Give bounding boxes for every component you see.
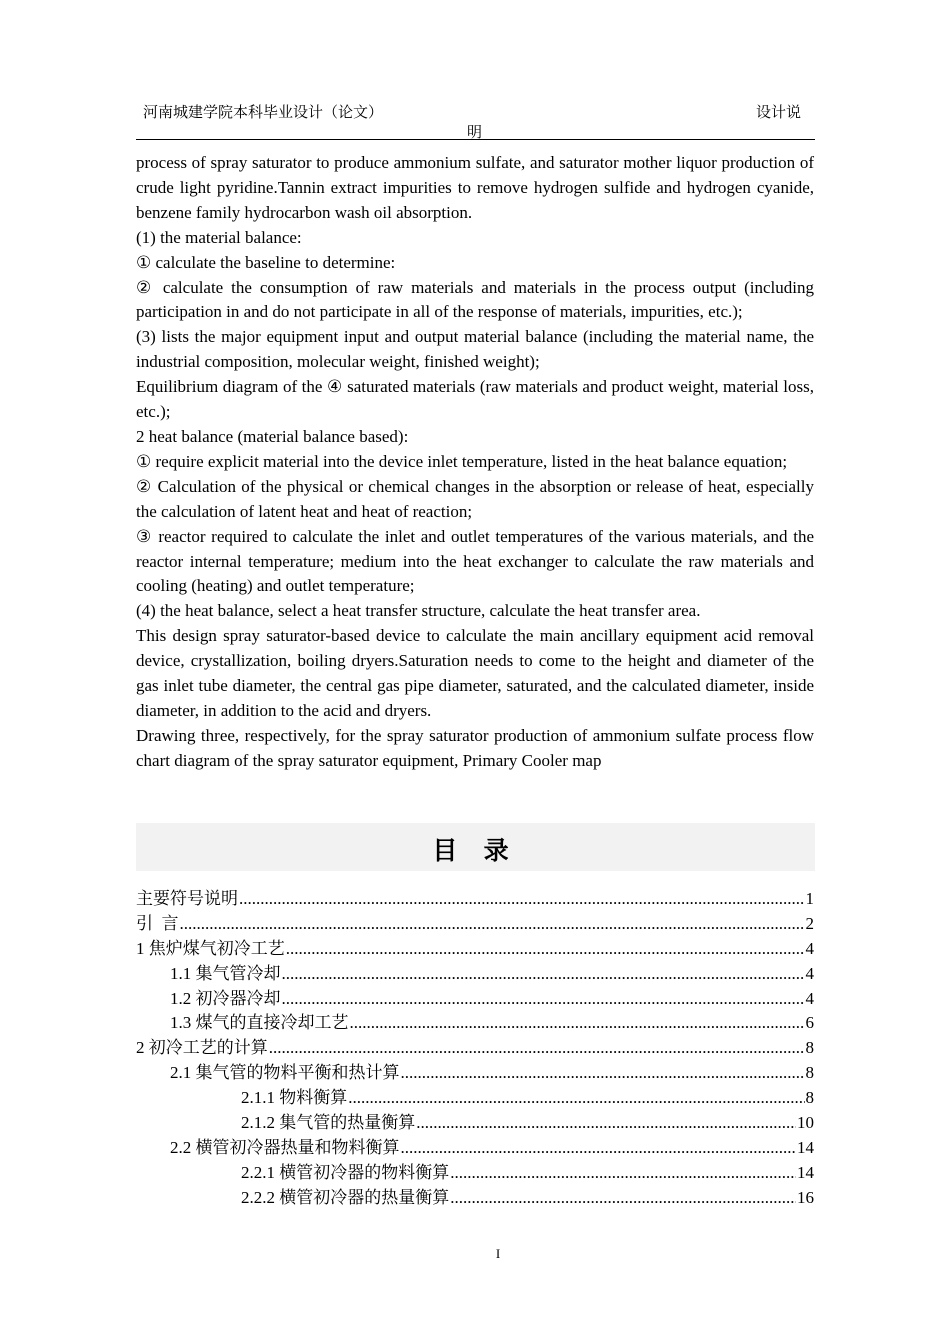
toc-entry-page: 14	[797, 1162, 814, 1182]
paragraph: ① require explicit material into the device inlet temperature, listed in the heat balance equation;	[136, 451, 788, 471]
toc-leader-dots	[401, 1061, 805, 1086]
toc-leader-dots	[286, 937, 805, 962]
toc-entry[interactable]	[136, 887, 814, 912]
toc-leader-dots	[239, 887, 805, 912]
toc-entry-page: 14	[797, 1137, 814, 1157]
paragraph: Drawing three, respectively, for the spray saturator production of ammonium sulfate process flow chart diagram of the spray saturator equipment, Primary Cooler map	[136, 725, 814, 770]
toc-entry-page: 4	[805, 988, 814, 1008]
toc-entry-page: 8	[805, 1088, 814, 1108]
paragraph: (4) the heat balance, select a heat transfer structure, calculate the heat transfer area.	[136, 601, 701, 621]
table-of-contents	[136, 887, 814, 1211]
toc-entry-label: 2.2.1 横管初冷器的物料衡算	[241, 1162, 450, 1182]
toc-leader-dots	[282, 987, 805, 1012]
toc-entry[interactable]	[136, 1186, 814, 1211]
toc-entry[interactable]	[136, 962, 814, 987]
paragraph: ② calculate the consumption of raw materials and materials in the process output (including participation in and do not participate in all of the response of materials, impurities, etc.);	[136, 277, 814, 322]
paragraph: 2 heat balance (material balance based):	[136, 426, 409, 446]
toc-entry[interactable]	[136, 912, 814, 937]
toc-entry-page: 1	[805, 889, 814, 908]
paragraph: process of spray saturator to produce ammonium sulfate, and saturator mother liquor production of crude light pyridine.Tannin extract impurities to remove hydrogen sulfide and hydrogen cyanide, benzene family hydrocarbon wash oil absorption.	[136, 153, 814, 222]
paragraph: ① calculate the baseline to determine:	[136, 252, 396, 272]
toc-entry[interactable]	[136, 1011, 814, 1036]
header-left-title: 河南城建学院本科毕业设计（论文）	[143, 105, 384, 121]
toc-entry[interactable]	[136, 1161, 814, 1186]
toc-leader-dots	[350, 1011, 805, 1036]
toc-entry[interactable]	[136, 1111, 814, 1136]
header-rule	[136, 139, 815, 140]
toc-entry-page: 2	[805, 913, 814, 933]
toc-title: 目 录	[432, 838, 519, 865]
toc-entry-page: 6	[805, 1013, 814, 1033]
toc-leader-dots	[269, 1036, 805, 1061]
toc-entry[interactable]	[136, 1036, 814, 1061]
toc-entry-label: 2.1 集气管的物料平衡和热计算	[170, 1063, 400, 1083]
toc-leader-dots	[450, 1186, 796, 1211]
toc-entry-label: 2.2 横管初冷器热量和物料衡算	[170, 1137, 400, 1157]
paragraph: (3) lists the major equipment input and output material balance (including the material name, the industrial composition, molecular weight, finished weight);	[136, 327, 814, 372]
toc-entry[interactable]	[136, 1136, 814, 1161]
paragraph: ② Calculation of the physical or chemical changes in the absorption or release of heat, especially the calculation of latent heat and heat of reaction;	[136, 476, 814, 521]
toc-entry-label: 1.2 初冷器冷却	[170, 988, 281, 1008]
toc-entry[interactable]	[136, 937, 814, 962]
paragraph: (1) the material balance:	[136, 227, 302, 247]
toc-entry-page: 8	[805, 1063, 814, 1083]
toc-entry-label: 2.1.1 物料衡算	[241, 1088, 348, 1108]
toc-entry-label: 1 焦炉煤气初冷工艺	[136, 938, 285, 958]
paragraph: This design spray saturator-based device to calculate the main ancillary equipment acid removal device, crystallization, boiling dryers.Saturation needs to come to the height and diameter of the gas inlet tube diameter, the central gas pipe diameter, saturated, and the calculated diameter, inside diameter, in addition to the acid and dryers.	[136, 626, 814, 720]
header-right-title-wrap: 明	[467, 125, 483, 141]
toc-entry-label: 引 言	[136, 913, 179, 933]
toc-entry-label: 主要符号说明	[136, 889, 238, 908]
header-right-title: 设计说	[756, 105, 802, 121]
toc-entry-label: 2.2.2 横管初冷器的热量衡算	[241, 1187, 450, 1207]
toc-entry-page: 8	[805, 1038, 814, 1058]
toc-leader-dots	[401, 1136, 797, 1161]
toc-entry-label: 2 初冷工艺的计算	[136, 1038, 268, 1058]
toc-leader-dots	[450, 1161, 796, 1186]
toc-entry[interactable]	[136, 987, 814, 1012]
toc-entry[interactable]	[136, 1086, 814, 1111]
toc-entry-page: 4	[805, 938, 814, 958]
abstract-body	[136, 151, 814, 774]
toc-entry-page: 10	[797, 1113, 814, 1133]
toc-entry-page: 4	[805, 963, 814, 983]
paragraph: Equilibrium diagram of the ④ saturated materials (raw materials and product weight, material loss, etc.);	[136, 377, 814, 422]
toc-entry[interactable]	[136, 1061, 814, 1086]
toc-entry-page: 16	[797, 1187, 814, 1207]
toc-leader-dots	[282, 962, 805, 987]
toc-entry-label: 1.3 煤气的直接冷却工艺	[170, 1013, 349, 1033]
toc-leader-dots	[416, 1111, 796, 1136]
toc-entry-label: 2.1.2 集气管的热量衡算	[241, 1113, 416, 1133]
toc-leader-dots	[348, 1086, 804, 1111]
paragraph: ③ reactor required to calculate the inlet and outlet temperatures of the various materials, and the reactor internal temperature; medium into the heat exchanger to calculate the raw materials and cooling (heating) and outlet temperature;	[136, 526, 814, 596]
toc-leader-dots	[180, 912, 805, 937]
toc-entry-label: 1.1 集气管冷却	[170, 963, 281, 983]
page-number: I	[495, 1246, 501, 1261]
